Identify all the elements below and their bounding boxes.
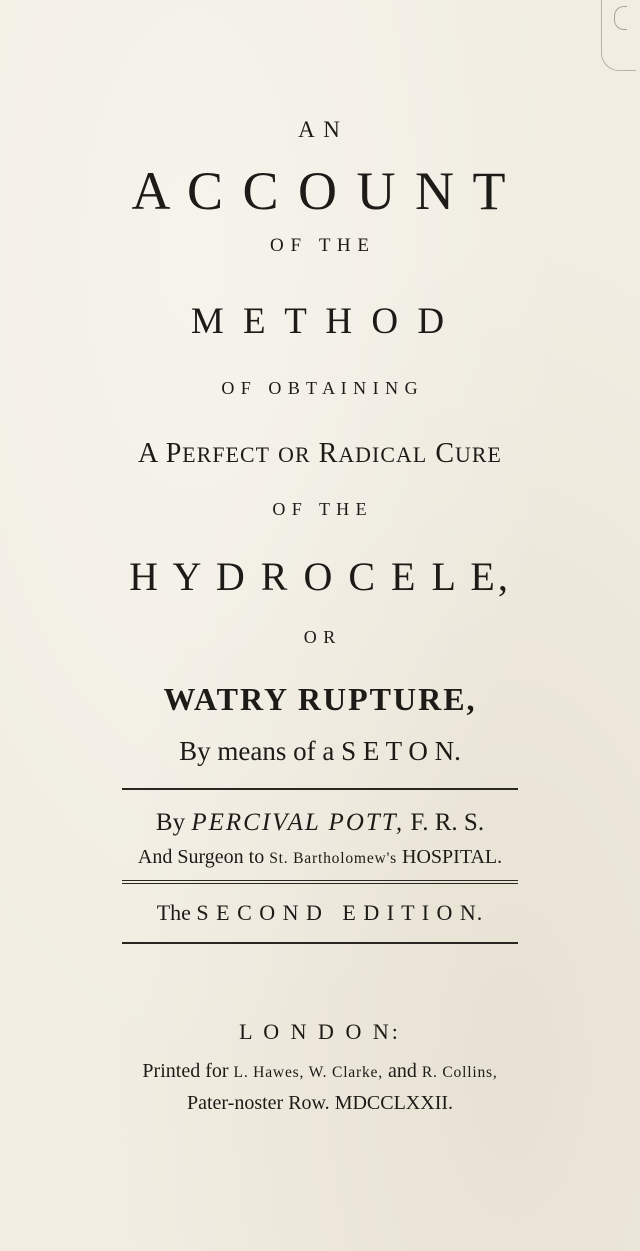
edition-line — [0, 902, 640, 924]
rule-1 — [122, 788, 518, 790]
cure-radical: RADICAL — [318, 438, 428, 469]
title-or: O R — [303, 627, 337, 647]
imprint-london: L O N D O N: — [239, 1019, 401, 1044]
surgeon-st: St. Bartholomew's — [269, 850, 398, 867]
surgeon-prefix: And Surgeon to — [137, 846, 265, 868]
cure-perfect: PERFECT — [165, 438, 271, 469]
rule-3 — [122, 942, 518, 944]
title-perfect-radical-cure — [0, 440, 640, 468]
author-line — [0, 810, 640, 835]
cure-a: A — [138, 438, 158, 469]
title-watry-rupture: WATRY RUPTURE, — [163, 681, 477, 717]
title-an: A N — [298, 117, 342, 142]
edition-the: The — [156, 900, 191, 925]
cure-or: OR — [278, 443, 311, 467]
title-of-the-2: O F T H E — [272, 499, 368, 519]
cure-cure: CURE — [435, 438, 502, 469]
author-name: PERCIVAL POTT, — [191, 809, 405, 836]
imprint-year: MDCCLXXII. — [334, 1092, 454, 1114]
printed-for-collins: R. Collins, — [421, 1064, 498, 1081]
author-by: By — [155, 809, 186, 836]
author-frs: F. R. S. — [410, 809, 485, 836]
title-by-means-of-seton: By means of a S E T O N. — [179, 736, 461, 766]
title-account: A C C O U N T — [131, 161, 509, 221]
imprint-address-year — [0, 1093, 640, 1113]
imprint-row: Pater-noster Row. — [186, 1092, 330, 1114]
printed-for-prefix: Printed for — [142, 1060, 229, 1082]
title-method: M E T H O D — [190, 301, 450, 342]
library-mark — [601, 0, 636, 71]
imprint-printed-for — [0, 1061, 640, 1081]
surgeon-line — [0, 847, 640, 867]
rule-2 — [122, 880, 518, 881]
printed-for-names: L. Hawes, W. Clarke, — [233, 1064, 383, 1081]
printed-for-and: and — [387, 1060, 417, 1082]
edition-text: S E C O N D E D I T I O N. — [196, 900, 484, 925]
title-hydrocele: H Y D R O C E L E, — [129, 554, 511, 599]
title-of-obtaining: O F O B T A I N I N G — [221, 378, 419, 398]
surgeon-hospital: HOSPITAL. — [402, 846, 503, 868]
title-of-the: O F T H E — [269, 235, 371, 256]
